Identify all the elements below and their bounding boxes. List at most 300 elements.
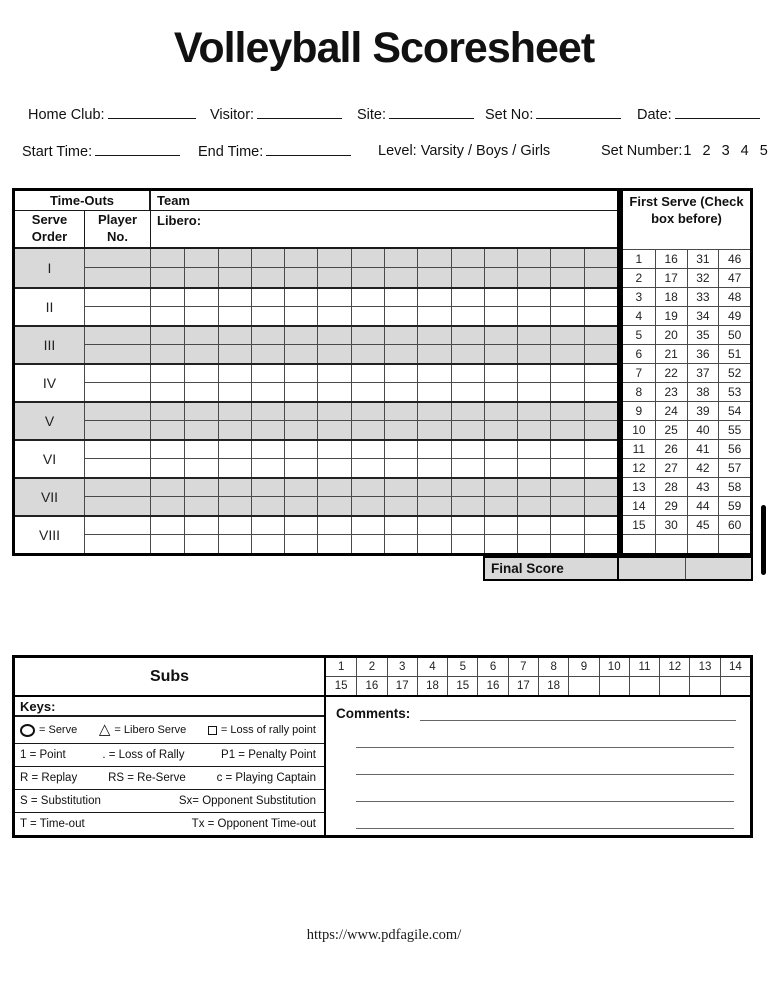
first-serve-number[interactable]: 19 — [655, 307, 687, 325]
score-grid-cell[interactable] — [384, 345, 417, 363]
score-grid-cell[interactable] — [251, 517, 284, 534]
score-grid-cell[interactable] — [550, 345, 583, 363]
subs-number-cell[interactable] — [568, 677, 598, 695]
score-grid-cell[interactable] — [351, 497, 384, 515]
score-grid-cell[interactable] — [584, 459, 617, 477]
first-serve-number[interactable]: 41 — [687, 440, 719, 458]
score-grid-cell[interactable] — [351, 365, 384, 382]
score-grid-cell[interactable] — [584, 268, 617, 287]
first-serve-number[interactable]: 20 — [655, 326, 687, 344]
score-grid-cell[interactable] — [151, 459, 184, 477]
score-grid-cell[interactable] — [550, 268, 583, 287]
score-grid-cell[interactable] — [251, 289, 284, 306]
score-grid-cell[interactable] — [417, 403, 450, 420]
first-serve-number[interactable]: 2 — [635, 271, 643, 285]
score-grid-cell[interactable] — [417, 517, 450, 534]
score-grid-cell[interactable] — [317, 459, 350, 477]
comment-line[interactable] — [356, 802, 734, 829]
player-no-cell[interactable] — [85, 383, 151, 401]
subs-number-cell[interactable]: 4 — [417, 658, 447, 676]
score-grid-cell[interactable] — [484, 441, 517, 458]
first-serve-number[interactable]: 31 — [687, 250, 719, 268]
score-grid-cell[interactable] — [351, 403, 384, 420]
score-grid-cell[interactable] — [517, 497, 550, 515]
player-no-cell[interactable] — [85, 441, 151, 458]
score-grid-cell[interactable] — [384, 459, 417, 477]
first-serve-number[interactable]: 32 — [687, 269, 719, 287]
score-grid-cell[interactable] — [517, 307, 550, 325]
subs-number-cell[interactable]: 16 — [356, 677, 386, 695]
score-grid-cell[interactable] — [284, 289, 317, 306]
subs-number-cell[interactable]: 7 — [508, 658, 538, 676]
score-grid-cell[interactable] — [218, 307, 251, 325]
score-grid-cell[interactable] — [550, 459, 583, 477]
score-grid-cell[interactable] — [184, 307, 217, 325]
score-grid-cell[interactable] — [251, 249, 284, 267]
score-grid-cell[interactable] — [550, 441, 583, 458]
player-no-cell[interactable] — [85, 345, 151, 363]
score-grid-cell[interactable] — [484, 403, 517, 420]
score-grid-cell[interactable] — [451, 459, 484, 477]
score-grid-cell[interactable] — [184, 345, 217, 363]
first-serve-empty-cell[interactable] — [718, 535, 750, 553]
score-grid-cell[interactable] — [284, 459, 317, 477]
score-grid-cell[interactable] — [584, 535, 617, 553]
score-grid-cell[interactable] — [151, 497, 184, 515]
score-grid-cell[interactable] — [218, 421, 251, 439]
score-grid-cell[interactable] — [584, 345, 617, 363]
first-serve-number[interactable]: 60 — [718, 516, 750, 534]
first-serve-number[interactable]: 48 — [718, 288, 750, 306]
set-number-option[interactable]: 2 — [702, 143, 711, 159]
score-grid-cell[interactable] — [284, 249, 317, 267]
first-serve-number[interactable]: 8 — [635, 385, 643, 399]
score-grid-cell[interactable] — [218, 497, 251, 515]
score-grid-cell[interactable] — [517, 441, 550, 458]
first-serve-number[interactable]: 37 — [687, 364, 719, 382]
score-grid-cell[interactable] — [317, 479, 350, 496]
subs-number-cell[interactable]: 15 — [334, 680, 348, 692]
subs-number-cell[interactable]: 1 — [337, 661, 345, 673]
score-grid-cell[interactable] — [517, 479, 550, 496]
score-grid-cell[interactable] — [351, 383, 384, 401]
score-grid-cell[interactable] — [251, 459, 284, 477]
score-grid-cell[interactable] — [451, 441, 484, 458]
first-serve-number[interactable]: 21 — [655, 345, 687, 363]
final-score-home-cell[interactable] — [619, 558, 685, 579]
score-grid-cell[interactable] — [184, 421, 217, 439]
score-grid-cell[interactable] — [351, 459, 384, 477]
visitor-input-line[interactable] — [257, 106, 342, 119]
subs-number-cell[interactable]: 18 — [538, 677, 568, 695]
level-options[interactable]: Level: Varsity / Boys / Girls — [378, 143, 551, 159]
score-grid-cell[interactable] — [584, 517, 617, 534]
player-no-cell[interactable] — [85, 249, 151, 267]
score-grid-cell[interactable] — [184, 441, 217, 458]
set-no-input-line[interactable] — [536, 106, 621, 119]
first-serve-number[interactable]: 15 — [632, 518, 646, 532]
score-grid-cell[interactable] — [151, 479, 184, 496]
score-grid-cell[interactable] — [584, 421, 617, 439]
subs-number-cell[interactable]: 6 — [477, 658, 507, 676]
score-grid-cell[interactable] — [517, 383, 550, 401]
comment-line[interactable] — [356, 748, 734, 775]
score-grid-cell[interactable] — [284, 403, 317, 420]
score-grid-cell[interactable] — [484, 497, 517, 515]
first-serve-number[interactable]: 54 — [718, 402, 750, 420]
score-grid-cell[interactable] — [184, 459, 217, 477]
score-grid-cell[interactable] — [151, 383, 184, 401]
score-grid-cell[interactable] — [317, 365, 350, 382]
score-grid-cell[interactable] — [484, 327, 517, 344]
subs-number-cell[interactable] — [720, 677, 750, 695]
subs-number-cell[interactable] — [599, 677, 629, 695]
score-grid-cell[interactable] — [184, 249, 217, 267]
first-serve-number[interactable]: 30 — [655, 516, 687, 534]
score-grid-cell[interactable] — [417, 535, 450, 553]
score-grid-cell[interactable] — [351, 535, 384, 553]
first-serve-empty-cell[interactable] — [687, 535, 719, 553]
score-grid-cell[interactable] — [151, 268, 184, 287]
date-input-line[interactable] — [675, 106, 760, 119]
first-serve-number[interactable]: 7 — [635, 366, 643, 380]
first-serve-number[interactable]: 14 — [632, 499, 646, 513]
score-grid-cell[interactable] — [517, 535, 550, 553]
score-grid-cell[interactable] — [451, 289, 484, 306]
score-grid-cell[interactable] — [550, 535, 583, 553]
first-serve-number[interactable]: 16 — [655, 250, 687, 268]
score-grid-cell[interactable] — [384, 479, 417, 496]
first-serve-number[interactable]: 6 — [635, 347, 643, 361]
score-grid-cell[interactable] — [284, 327, 317, 344]
score-grid-cell[interactable] — [218, 289, 251, 306]
score-grid-cell[interactable] — [351, 268, 384, 287]
score-grid-cell[interactable] — [251, 307, 284, 325]
set-number-option[interactable]: 5 — [759, 143, 768, 159]
first-serve-number[interactable]: 1 — [635, 252, 643, 266]
score-grid-cell[interactable] — [251, 479, 284, 496]
score-grid-cell[interactable] — [451, 327, 484, 344]
first-serve-number[interactable]: 34 — [687, 307, 719, 325]
score-grid-cell[interactable] — [517, 327, 550, 344]
score-grid-cell[interactable] — [151, 345, 184, 363]
score-grid-cell[interactable] — [184, 535, 217, 553]
subs-number-cell[interactable]: 2 — [356, 658, 386, 676]
home-club-input-line[interactable] — [108, 106, 196, 119]
score-grid-cell[interactable] — [317, 268, 350, 287]
score-grid-cell[interactable] — [251, 327, 284, 344]
score-grid-cell[interactable] — [517, 365, 550, 382]
score-grid-cell[interactable] — [584, 249, 617, 267]
first-serve-number[interactable]: 38 — [687, 383, 719, 401]
score-grid-cell[interactable] — [517, 268, 550, 287]
site-input-line[interactable] — [389, 106, 474, 119]
set-number-option[interactable]: 1 — [683, 143, 692, 159]
score-grid-cell[interactable] — [184, 403, 217, 420]
first-serve-number[interactable]: 33 — [687, 288, 719, 306]
set-number-option[interactable]: 3 — [721, 143, 730, 159]
score-grid-cell[interactable] — [317, 307, 350, 325]
first-serve-number[interactable]: 25 — [655, 421, 687, 439]
score-grid-cell[interactable] — [417, 497, 450, 515]
score-grid-cell[interactable] — [417, 249, 450, 267]
start-time-input-line[interactable] — [95, 143, 180, 156]
score-grid-cell[interactable] — [284, 345, 317, 363]
score-grid-cell[interactable] — [218, 403, 251, 420]
first-serve-number[interactable]: 28 — [655, 478, 687, 496]
score-grid-cell[interactable] — [251, 383, 284, 401]
subs-number-cell[interactable] — [659, 677, 689, 695]
score-grid-cell[interactable] — [384, 403, 417, 420]
first-serve-number[interactable]: 51 — [718, 345, 750, 363]
score-grid-cell[interactable] — [484, 383, 517, 401]
score-grid-cell[interactable] — [417, 383, 450, 401]
score-grid-cell[interactable] — [550, 497, 583, 515]
score-grid-cell[interactable] — [584, 327, 617, 344]
score-grid-cell[interactable] — [184, 365, 217, 382]
score-grid-cell[interactable] — [351, 249, 384, 267]
score-grid-cell[interactable] — [284, 535, 317, 553]
score-grid-cell[interactable] — [417, 327, 450, 344]
first-serve-number[interactable]: 40 — [687, 421, 719, 439]
first-serve-number[interactable]: 59 — [718, 497, 750, 515]
score-grid-cell[interactable] — [251, 268, 284, 287]
score-grid-cell[interactable] — [384, 327, 417, 344]
subs-number-cell[interactable] — [629, 677, 659, 695]
score-grid-cell[interactable] — [317, 403, 350, 420]
score-grid-cell[interactable] — [351, 517, 384, 534]
first-serve-number[interactable]: 24 — [655, 402, 687, 420]
score-grid-cell[interactable] — [218, 268, 251, 287]
first-serve-number[interactable]: 27 — [655, 459, 687, 477]
set-number-option[interactable]: 4 — [740, 143, 749, 159]
score-grid-cell[interactable] — [284, 479, 317, 496]
score-grid-cell[interactable] — [251, 365, 284, 382]
score-grid-cell[interactable] — [317, 497, 350, 515]
score-grid-cell[interactable] — [484, 517, 517, 534]
subs-number-cell[interactable]: 12 — [659, 658, 689, 676]
score-grid-cell[interactable] — [584, 497, 617, 515]
score-grid-cell[interactable] — [451, 497, 484, 515]
subs-number-cell[interactable]: 17 — [508, 677, 538, 695]
subs-number-cell[interactable]: 17 — [387, 677, 417, 695]
score-grid-cell[interactable] — [384, 365, 417, 382]
score-grid-cell[interactable] — [550, 249, 583, 267]
score-grid-cell[interactable] — [218, 365, 251, 382]
score-grid-cell[interactable] — [218, 441, 251, 458]
score-grid-cell[interactable] — [484, 268, 517, 287]
score-grid-cell[interactable] — [484, 289, 517, 306]
score-grid-cell[interactable] — [317, 517, 350, 534]
subs-number-cell[interactable]: 5 — [447, 658, 477, 676]
score-grid-cell[interactable] — [218, 249, 251, 267]
score-grid-cell[interactable] — [484, 479, 517, 496]
score-grid-cell[interactable] — [284, 517, 317, 534]
score-grid-cell[interactable] — [451, 345, 484, 363]
score-grid-cell[interactable] — [151, 535, 184, 553]
score-grid-cell[interactable] — [550, 517, 583, 534]
first-serve-number[interactable]: 5 — [635, 328, 643, 342]
score-grid-cell[interactable] — [184, 268, 217, 287]
score-grid-cell[interactable] — [184, 497, 217, 515]
score-grid-cell[interactable] — [184, 517, 217, 534]
score-grid-cell[interactable] — [484, 459, 517, 477]
player-no-cell[interactable] — [85, 497, 151, 515]
score-grid-cell[interactable] — [151, 517, 184, 534]
score-grid-cell[interactable] — [451, 517, 484, 534]
first-serve-number[interactable]: 42 — [687, 459, 719, 477]
score-grid-cell[interactable] — [151, 441, 184, 458]
first-serve-number[interactable]: 17 — [655, 269, 687, 287]
score-grid-cell[interactable] — [384, 307, 417, 325]
score-grid-cell[interactable] — [151, 289, 184, 306]
score-grid-cell[interactable] — [317, 327, 350, 344]
first-serve-number[interactable]: 26 — [655, 440, 687, 458]
score-grid-cell[interactable] — [417, 365, 450, 382]
score-grid-cell[interactable] — [451, 403, 484, 420]
first-serve-number[interactable]: 3 — [635, 290, 643, 304]
first-serve-number[interactable]: 18 — [655, 288, 687, 306]
score-grid-cell[interactable] — [550, 327, 583, 344]
score-grid-cell[interactable] — [384, 289, 417, 306]
score-grid-cell[interactable] — [184, 383, 217, 401]
player-no-cell[interactable] — [85, 535, 151, 553]
score-grid-cell[interactable] — [317, 383, 350, 401]
score-grid-cell[interactable] — [351, 479, 384, 496]
subs-number-cell[interactable]: 15 — [447, 677, 477, 695]
score-grid-cell[interactable] — [184, 479, 217, 496]
subs-number-cell[interactable]: 16 — [477, 677, 507, 695]
score-grid-cell[interactable] — [550, 421, 583, 439]
score-grid-cell[interactable] — [218, 345, 251, 363]
score-grid-cell[interactable] — [484, 307, 517, 325]
first-serve-empty-cell[interactable] — [623, 535, 655, 553]
score-grid-cell[interactable] — [351, 421, 384, 439]
subs-number-cell[interactable]: 3 — [387, 658, 417, 676]
score-grid-cell[interactable] — [417, 268, 450, 287]
score-grid-cell[interactable] — [218, 383, 251, 401]
subs-number-cell[interactable]: 11 — [629, 658, 659, 676]
first-serve-number[interactable]: 46 — [718, 250, 750, 268]
score-grid-cell[interactable] — [151, 307, 184, 325]
comment-line[interactable] — [356, 775, 734, 802]
score-grid-cell[interactable] — [517, 459, 550, 477]
player-no-cell[interactable] — [85, 327, 151, 344]
score-grid-cell[interactable] — [517, 421, 550, 439]
score-grid-cell[interactable] — [218, 327, 251, 344]
score-grid-cell[interactable] — [384, 383, 417, 401]
score-grid-cell[interactable] — [151, 403, 184, 420]
score-grid-cell[interactable] — [284, 307, 317, 325]
first-serve-number[interactable]: 9 — [635, 404, 643, 418]
score-grid-cell[interactable] — [384, 441, 417, 458]
score-grid-cell[interactable] — [218, 479, 251, 496]
first-serve-number[interactable]: 36 — [687, 345, 719, 363]
score-grid-cell[interactable] — [384, 421, 417, 439]
score-grid-cell[interactable] — [184, 289, 217, 306]
first-serve-number[interactable]: 44 — [687, 497, 719, 515]
score-grid-cell[interactable] — [251, 441, 284, 458]
score-grid-cell[interactable] — [584, 441, 617, 458]
first-serve-number[interactable]: 55 — [718, 421, 750, 439]
score-grid-cell[interactable] — [351, 327, 384, 344]
player-no-cell[interactable] — [85, 307, 151, 325]
score-grid-cell[interactable] — [451, 479, 484, 496]
subs-number-cell[interactable]: 9 — [568, 658, 598, 676]
score-grid-cell[interactable] — [417, 459, 450, 477]
score-grid-cell[interactable] — [151, 365, 184, 382]
end-time-input-line[interactable] — [266, 143, 351, 156]
score-grid-cell[interactable] — [251, 497, 284, 515]
score-grid-cell[interactable] — [517, 403, 550, 420]
score-grid-cell[interactable] — [384, 517, 417, 534]
score-grid-cell[interactable] — [417, 441, 450, 458]
first-serve-number[interactable]: 56 — [718, 440, 750, 458]
first-serve-empty-cell[interactable] — [655, 535, 687, 553]
first-serve-number[interactable]: 43 — [687, 478, 719, 496]
score-grid-cell[interactable] — [417, 479, 450, 496]
score-grid-cell[interactable] — [317, 345, 350, 363]
first-serve-number[interactable]: 49 — [718, 307, 750, 325]
score-grid-cell[interactable] — [284, 365, 317, 382]
subs-number-cell[interactable]: 13 — [689, 658, 719, 676]
score-grid-cell[interactable] — [451, 535, 484, 553]
score-grid-cell[interactable] — [384, 535, 417, 553]
score-grid-cell[interactable] — [417, 289, 450, 306]
score-grid-cell[interactable] — [151, 327, 184, 344]
first-serve-number[interactable]: 53 — [718, 383, 750, 401]
player-no-cell[interactable] — [85, 403, 151, 420]
first-serve-number[interactable]: 10 — [632, 423, 646, 437]
score-grid-cell[interactable] — [550, 403, 583, 420]
first-serve-number[interactable]: 52 — [718, 364, 750, 382]
first-serve-number[interactable]: 23 — [655, 383, 687, 401]
first-serve-number[interactable]: 22 — [655, 364, 687, 382]
score-grid-cell[interactable] — [550, 479, 583, 496]
score-grid-cell[interactable] — [284, 441, 317, 458]
score-grid-cell[interactable] — [284, 268, 317, 287]
score-grid-cell[interactable] — [550, 289, 583, 306]
score-grid-cell[interactable] — [451, 307, 484, 325]
score-grid-cell[interactable] — [317, 441, 350, 458]
score-grid-cell[interactable] — [484, 345, 517, 363]
score-grid-cell[interactable] — [484, 421, 517, 439]
score-grid-cell[interactable] — [584, 365, 617, 382]
player-no-cell[interactable] — [85, 365, 151, 382]
player-no-cell[interactable] — [85, 289, 151, 306]
score-grid-cell[interactable] — [451, 249, 484, 267]
subs-number-cell[interactable]: 10 — [599, 658, 629, 676]
score-grid-cell[interactable] — [317, 289, 350, 306]
score-grid-cell[interactable] — [550, 383, 583, 401]
score-grid-cell[interactable] — [451, 383, 484, 401]
score-grid-cell[interactable] — [484, 365, 517, 382]
score-grid-cell[interactable] — [317, 249, 350, 267]
first-serve-number[interactable]: 58 — [718, 478, 750, 496]
score-grid-cell[interactable] — [351, 441, 384, 458]
score-grid-cell[interactable] — [218, 517, 251, 534]
first-serve-number[interactable]: 35 — [687, 326, 719, 344]
score-grid-cell[interactable] — [251, 345, 284, 363]
score-grid-cell[interactable] — [584, 479, 617, 496]
score-grid-cell[interactable] — [351, 307, 384, 325]
score-grid-cell[interactable] — [584, 383, 617, 401]
first-serve-number[interactable]: 57 — [718, 459, 750, 477]
score-grid-cell[interactable] — [251, 403, 284, 420]
comment-line[interactable] — [356, 721, 734, 748]
score-grid-cell[interactable] — [317, 421, 350, 439]
subs-number-cell[interactable]: 8 — [538, 658, 568, 676]
